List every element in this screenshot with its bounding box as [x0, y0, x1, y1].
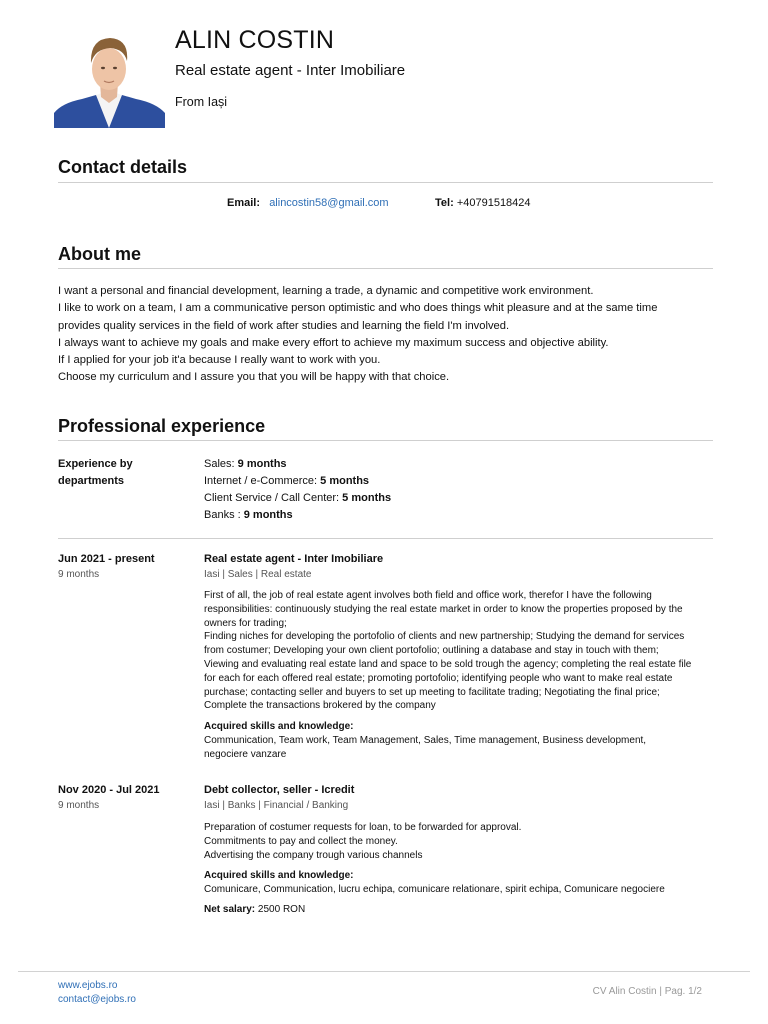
about-line: I want a personal and financial development, learning a trade, a dynamic and competitive work environment.	[58, 285, 594, 297]
contact-section-title: Contact details	[58, 157, 188, 177]
job-skills	[204, 720, 714, 761]
email-link[interactable]: alincostin58@gmail.com	[269, 197, 389, 209]
skills-line: negociere vanzare	[204, 748, 287, 760]
tel-label: Tel:	[435, 197, 454, 209]
department-item: Client Service / Call Center: 5 months	[204, 492, 392, 504]
footer-site-link[interactable]: www.ejobs.ro	[58, 980, 118, 991]
about-line: I always want to achieve my goals and make every effort to achieve my maximum success and objective ability.	[58, 336, 609, 349]
profile-photo	[54, 29, 165, 128]
about-text	[58, 283, 718, 387]
job-description-line: Complete the transactions brokered by the company	[204, 700, 436, 712]
section-divider	[58, 440, 713, 441]
department-item: Banks : 9 months	[204, 509, 293, 521]
net-salary	[204, 903, 714, 917]
job-description	[204, 821, 714, 862]
candidate-location: From Iași	[175, 95, 228, 109]
job-description-line: owners for trading;	[204, 617, 287, 629]
tel-value: +40791518424	[456, 197, 531, 209]
skills-line: Communication, Team work, Team Management, Sales, Time management, Business development,	[204, 734, 647, 746]
job-description-line: Viewing and evaluating real estate land and space to be sold trough the agency; completing the real estate file	[204, 658, 692, 670]
page-indicator: CV Alin Costin | Pag. 1/2	[592, 986, 702, 997]
contact-email	[227, 197, 389, 209]
section-divider	[58, 268, 713, 269]
department-item: Sales: 9 months	[204, 458, 287, 470]
salary-label: Net salary:	[204, 904, 256, 915]
job-meta: Iasi | Banks | Financial / Banking	[204, 800, 349, 811]
about-line: provides quality services in the field of work after studies and learning the field I'm involved.	[58, 319, 510, 332]
departments-list	[204, 456, 391, 524]
skills-label: Acquired skills and knowledge:	[204, 721, 354, 732]
job-description-line: responsibilities: continuously studying the real estate market in order to know the properties proposed by the	[204, 603, 683, 615]
departments-label-line: departments	[58, 475, 125, 487]
job-description-line: for each for each offered real estate; promoting portofolio; identifying people who want to make real estate	[204, 672, 673, 684]
about-line: If I applied for your job it'a because I really want to work with you.	[58, 354, 381, 367]
job-date: Jun 2021 - present	[58, 553, 155, 565]
job-description-line: Preparation of costumer requests for loan, to be forwarded for approval.	[204, 822, 522, 833]
about-section-title: About me	[58, 244, 141, 264]
entry-divider	[58, 538, 713, 539]
candidate-name: ALIN COSTIN	[175, 26, 335, 54]
departments-label	[58, 456, 178, 490]
contact-phone	[435, 197, 531, 209]
departments-label-line: Experience by	[58, 458, 133, 470]
about-line: Choose my curriculum and I assure you that you will be happy with that choice.	[58, 371, 450, 384]
about-line: I like to work on a team, I am a communicative person optimistic and who does things whit pleasure and at the same time	[58, 302, 658, 315]
job-date: Nov 2020 - Jul 2021	[58, 784, 160, 796]
footer-divider	[18, 971, 750, 972]
job-duration: 9 months	[58, 569, 100, 580]
job-description-line: Advertising the company trough various channels	[204, 849, 423, 861]
experience-section-title: Professional experience	[58, 416, 266, 436]
skills-label: Acquired skills and knowledge:	[204, 870, 354, 881]
job-description	[204, 589, 714, 713]
job-title: Real estate agent - Inter Imobiliare	[204, 553, 384, 565]
job-description-line: from costumer; Developing your own client portofolio; outlining a database and stay in touch with them;	[204, 645, 659, 657]
job-description-line: First of all, the job of real estate agent involves both field and office work, therefor I have the following	[204, 590, 652, 601]
email-label: Email:	[227, 197, 261, 209]
job-description-line: Commitments to pay and collect the money.	[204, 835, 398, 847]
job-meta: Iasi | Sales | Real estate	[204, 569, 312, 580]
skills-line: Comunicare, Communication, lucru echipa, comunicare relationare, spirit echipa, Comunicare negociere	[204, 883, 665, 895]
footer-email-link[interactable]: contact@ejobs.ro	[58, 994, 136, 1005]
candidate-subtitle: Real estate agent - Inter Imobiliare	[175, 62, 406, 79]
footer-links	[58, 979, 136, 1007]
department-item: Internet / e-Commerce: 5 months	[204, 475, 370, 487]
job-duration: 9 months	[58, 800, 100, 811]
job-title: Debt collector, seller - Icredit	[204, 784, 355, 796]
salary-value: 2500 RON	[257, 904, 306, 915]
job-description-line: Finding niches for developing the portofolio of clients and new partnership; Studying the demand for services	[204, 631, 685, 643]
section-divider	[58, 182, 713, 183]
job-description-line: purchase; contacting seller and buyers to set up meeting to facilitate trading; Negotiating the final price;	[204, 686, 660, 698]
job-skills	[204, 869, 714, 897]
